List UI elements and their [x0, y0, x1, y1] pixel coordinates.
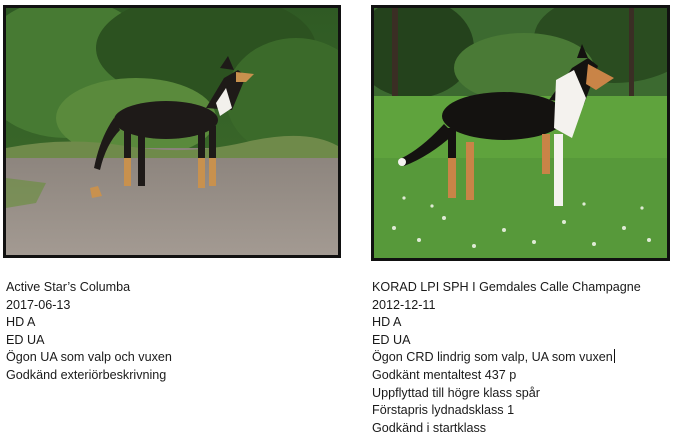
dog-name: Active Star’s Columba: [6, 280, 131, 294]
dog-photo-columba: [3, 5, 341, 258]
ed-result: ED UA: [6, 332, 45, 347]
dog-photo-calle-champagne: [371, 5, 670, 261]
birth-date: 2017-06-13: [6, 297, 71, 312]
text-cursor: [614, 349, 615, 363]
dog-photo-calle-champagne-image: [374, 8, 667, 258]
info-line: Godkänd i startklass: [372, 420, 487, 435]
dog-info-columba: [6, 279, 336, 385]
info-line: Ögon UA som valp och vuxen: [6, 350, 172, 365]
info-line: Godkänt mentaltest 437 p: [372, 367, 517, 382]
info-line: Förstapris lydnadsklass 1: [372, 403, 515, 418]
hd-result: HD A: [6, 315, 36, 330]
info-line: Uppflyttad till högre klass spår: [372, 385, 540, 400]
hd-result: HD A: [372, 315, 402, 330]
dog-name: KORAD LPI SPH I Gemdales Calle Champagne: [372, 280, 641, 294]
info-line: Ögon CRD lindrig som valp, UA som vuxen: [372, 350, 613, 365]
dog-info-calle-champagne: [372, 279, 672, 437]
birth-date: 2012-12-11: [372, 297, 436, 312]
info-line: Godkänd exteriörbeskrivning: [6, 367, 167, 382]
dog-photo-columba-image: [6, 8, 338, 255]
ed-result: ED UA: [372, 332, 411, 347]
